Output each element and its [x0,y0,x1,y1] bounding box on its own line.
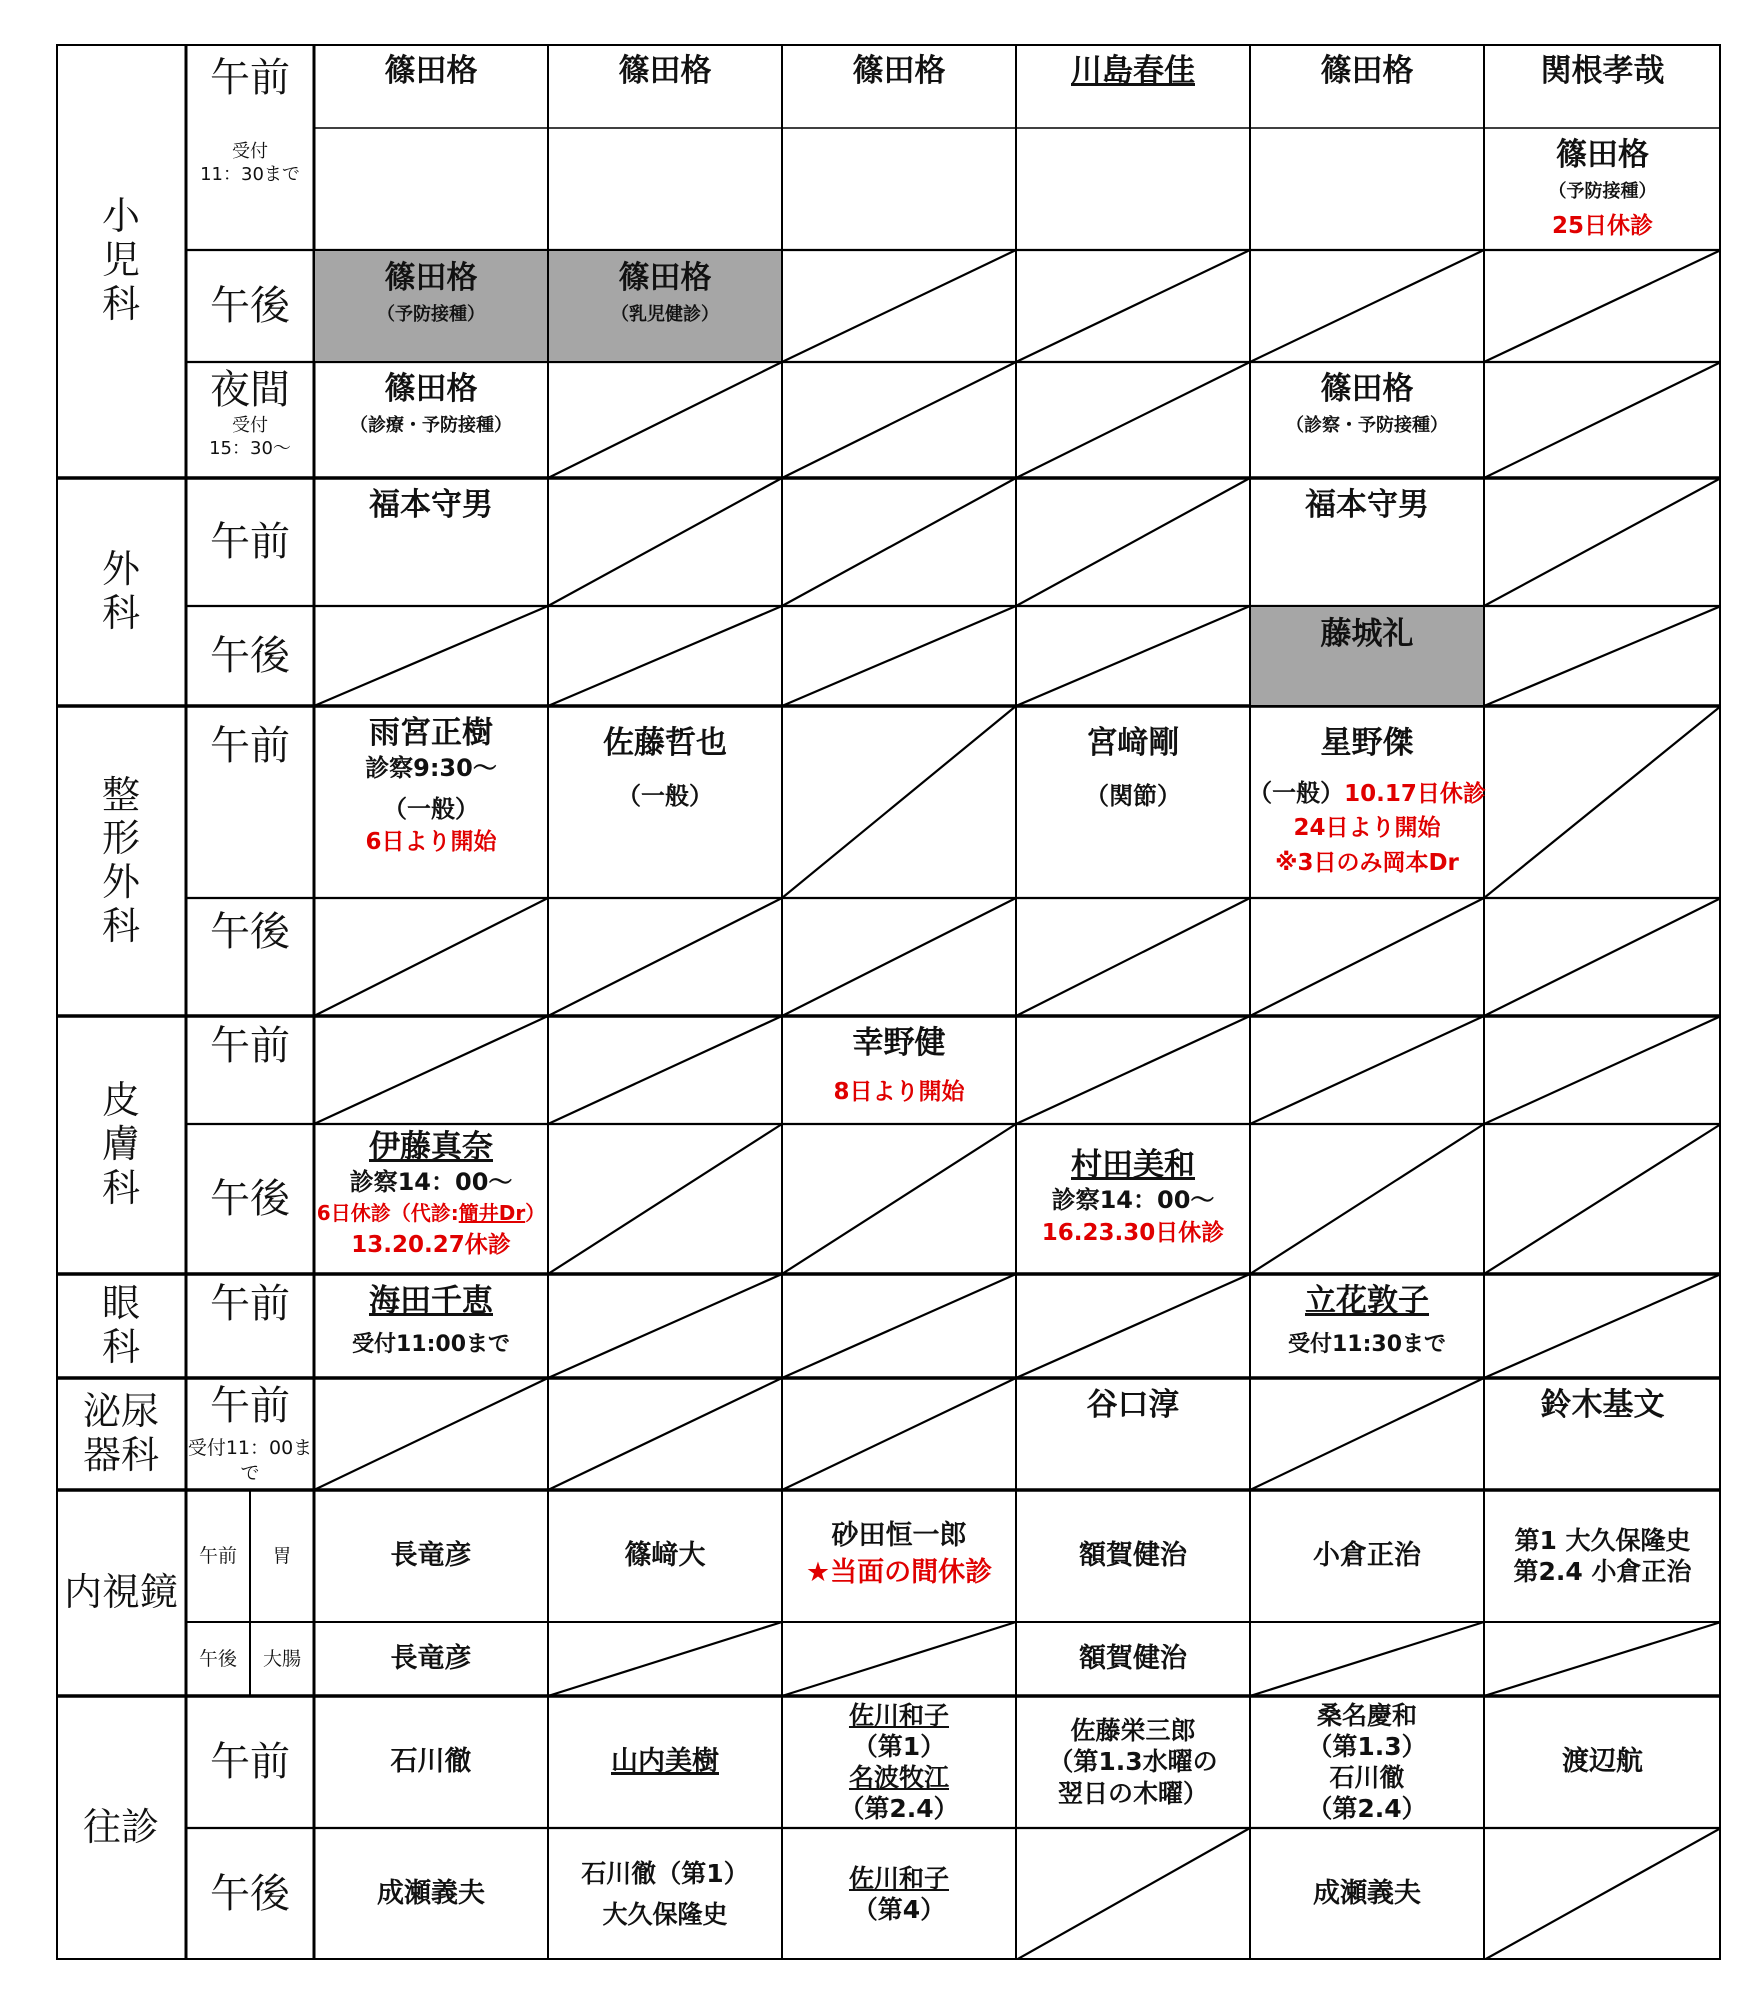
dept-orthopedics: 整 形 外 科 [101,772,140,948]
dept-endoscopy: 内視鏡 [63,1570,178,1615]
ortho-am-fri: 星野傑 （一般）10.17日休診 24日より開始 ※3日のみ岡本Dr [1248,725,1486,876]
grid-line [1250,1378,1484,1490]
endo-pm-mon: 長竜彦 [390,1643,472,1675]
grid-line [782,1378,1016,1490]
endo-am-thu: 額賀健治 [1079,1540,1187,1572]
grid-line [782,478,1016,606]
home-am-thu: 佐藤栄三郎 （第1.3水曜の 翌日の木曜） [1048,1716,1218,1808]
derm-pm-thu: 村田美和 診察14：00～ 16.23.30日休診 [1041,1147,1225,1246]
grid-line [782,1622,1016,1696]
endo-label-am: 午前 [198,1544,237,1567]
surg-am-fri: 福本守男 [1305,487,1429,523]
grid-line [782,706,1016,898]
session-derm-pm: 午後 [210,1176,290,1222]
grid-line [314,1016,548,1124]
grid-line [1250,898,1484,1016]
grid-line [1016,1828,1250,1960]
ped-am-wed: 篠田格 [852,53,946,89]
grid-line [1250,1016,1484,1124]
grid-line [548,1274,782,1378]
endo-am-fri: 小倉正治 [1313,1540,1421,1572]
ped-am-fri: 篠田格 [1320,53,1414,89]
session-derm-am: 午前 [210,1023,290,1069]
session-surg-pm: 午後 [210,633,290,679]
grid-line [782,362,1016,478]
grid-line [314,606,548,706]
grid-line [548,1124,782,1274]
session-ped-pm: 午後 [210,283,290,329]
grid-line [1016,1274,1250,1378]
session-oph-am: 午前 [210,1281,290,1327]
ped-night-fri: 篠田格 （診察・予防接種） [1286,371,1448,436]
session-home-pm: 午後 [210,1871,290,1917]
ped-night-mon: 篠田格 （診療・予防接種） [350,371,512,436]
endo-am-sat: 第1 大久保隆史 第2.4 小倉正治 [1513,1525,1692,1586]
uro-sat: 鈴木基文 [1540,1387,1665,1423]
derm-pm-mon: 伊藤真奈 診察14：00～ 6日休診（代診:簡井Dr） 13.20.27休診 [316,1129,546,1258]
uro-thu: 谷口淳 [1086,1387,1180,1423]
home-pm-wed: 佐川和子 （第4） [848,1863,949,1924]
ped-am-mon: 篠田格 [384,53,478,89]
grid-line [1016,250,1250,362]
dept-surgery: 外 科 [101,547,140,635]
grid-line [1484,478,1721,606]
grid-line [782,250,1016,362]
ortho-am-thu: 宮﨑剛 （関節） [1085,725,1181,810]
endo-pm-thu: 額賀健治 [1079,1643,1187,1675]
session-surg-am: 午前 [210,519,290,565]
endo-am-tue: 篠﨑大 [624,1540,706,1572]
dept-urology: 泌尿 器科 [82,1389,159,1477]
surg-am-mon: 福本守男 [369,487,493,523]
grid-line [782,1274,1016,1378]
ortho-am-tue: 佐藤哲也 （一般） [603,725,727,810]
grid-line [314,1378,548,1490]
grid-line [1250,250,1484,362]
grid-line [548,1378,782,1490]
grid-line [1016,606,1250,706]
grid-line [1016,362,1250,478]
grid-line [548,1016,782,1124]
grid-line [314,898,548,1016]
grid-line [1250,1124,1484,1274]
session-ortho-pm: 午後 [210,909,290,955]
grid-line [1484,898,1721,1016]
grid-line [1016,1016,1250,1124]
grid-line [1484,1016,1721,1124]
grid-line [1484,706,1721,898]
home-pm-mon: 成瀬義夫 [377,1878,485,1910]
ped-am2-sat: 篠田格 （予防接種） 25日休診 [1548,137,1657,239]
grid-line [1016,478,1250,606]
home-am-fri: 桑名慶和 （第1.3） 石川徹 （第2.4） [1307,1700,1427,1824]
dept-pediatrics: 小 児 科 [101,194,140,326]
grid-line [1484,1124,1721,1274]
session-ped-night: 夜間 受付 15：30～ [209,367,291,460]
ped-am-sat: 関根孝哉 [1540,53,1665,89]
grid-line [1484,606,1721,706]
session-ped-am: 午前 受付 11：30まで [200,55,300,186]
grid-line [782,606,1016,706]
grid-line [782,1124,1016,1274]
endo-label-stomach: 胃 [272,1544,292,1567]
ortho-am-mon: 雨宮正樹 診察9:30～ （一般） 6日より開始 [365,715,497,856]
home-pm-tue: 石川徹（第1） 大久保隆史 [581,1858,749,1929]
grid-line [1250,1622,1484,1696]
grid-line [1016,898,1250,1016]
ped-am-tue: 篠田格 [618,53,712,89]
grid-line [548,898,782,1016]
endo-label-pm: 午後 [198,1647,237,1670]
home-am-wed: 佐川和子 （第1） 名波牧江 （第2.4） [839,1700,959,1824]
oph-mon: 海田千恵 受付11:00まで [351,1283,511,1357]
session-uro-am: 午前 受付11：00まで [187,1383,313,1484]
schedule-table [56,44,1721,1960]
endo-label-colon: 大腸 [262,1647,301,1670]
grid-line [1484,1274,1721,1378]
grid-line [782,898,1016,1016]
endo-am-wed: 砂田恒一郎 ★当面の間休診 [805,1519,993,1588]
derm-am-wed: 幸野健 8日より開始 [833,1025,965,1105]
grid-line [548,606,782,706]
grid-line [1484,1622,1721,1696]
surg-pm-fri: 藤城礼 [1251,607,1483,705]
dept-homecare: 往診 [82,1805,159,1850]
ped-pm-mon: 篠田格 （予防接種） [315,251,547,361]
grid-line [548,1622,782,1696]
home-am-mon: 石川徹 [390,1746,472,1778]
dept-dermatology: 皮 膚 科 [101,1078,140,1210]
dept-ophthalmology: 眼 科 [101,1281,140,1369]
home-am-sat: 渡辺航 [1562,1746,1643,1778]
grid-line [1484,250,1721,362]
endo-am-mon: 長竜彦 [390,1540,472,1572]
ped-am-thu: 川島春佳 [1071,53,1195,89]
grid-line [548,362,782,478]
grid-line [548,478,782,606]
session-home-am: 午前 [210,1739,290,1785]
home-am-tue: 山内美樹 [611,1746,719,1778]
session-ortho-am: 午前 [210,723,290,769]
oph-fri: 立花敦子 受付11:30まで [1287,1283,1447,1357]
grid-line [1484,1828,1721,1960]
ped-pm-tue: 篠田格 （乳児健診） [549,251,781,361]
home-pm-fri: 成瀬義夫 [1313,1878,1421,1910]
grid-line [1484,362,1721,478]
